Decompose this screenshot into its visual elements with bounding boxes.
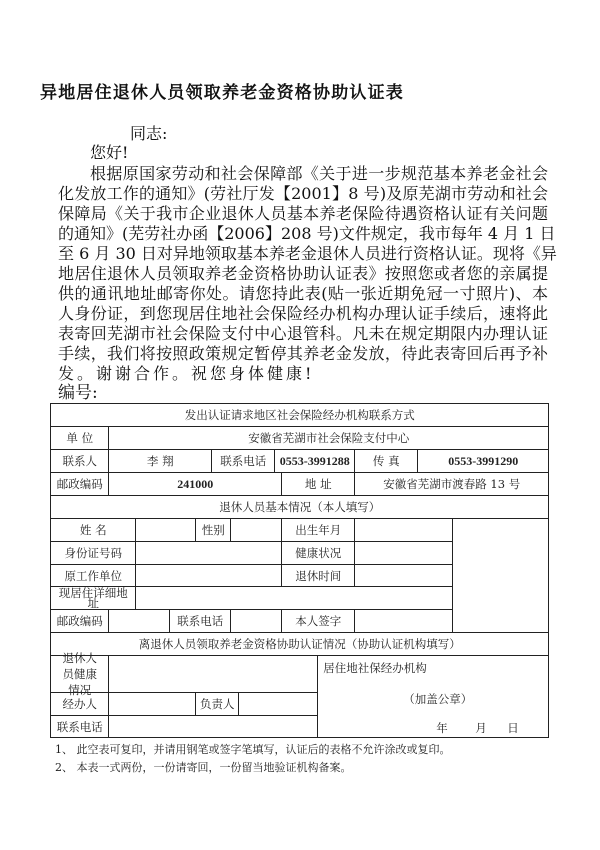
date-month: 月 bbox=[475, 721, 487, 736]
body-line: 保障局《关于我市企业退休人员基本养老保险待遇资格认证有关问题 bbox=[58, 204, 548, 223]
signature-field[interactable] bbox=[354, 609, 453, 633]
fax-value: 0553-3991290 bbox=[417, 449, 549, 473]
health-status-label: 退休人员健康情况 bbox=[50, 655, 109, 693]
photo-box bbox=[452, 518, 549, 633]
contact-value: 李 翔 bbox=[108, 449, 212, 473]
retire-label: 退休时间 bbox=[281, 564, 355, 587]
phone-value: 0553-3991288 bbox=[274, 449, 355, 473]
birth-field[interactable] bbox=[354, 518, 453, 542]
fax-label: 传 真 bbox=[354, 449, 418, 473]
document-title: 异地居住退休人员领取养老金资格协助认证表 bbox=[40, 83, 404, 103]
name-field[interactable] bbox=[135, 518, 196, 542]
contact-label: 联系人 bbox=[50, 449, 109, 473]
handler-field[interactable] bbox=[108, 692, 196, 716]
body-line: 发。谢谢合作。祝您身体健康! bbox=[58, 364, 315, 383]
body-line: 的通知》(芜劳社办函【2006】208 号)文件规定，我市每年 4 月 1 日 bbox=[58, 224, 556, 243]
health-field[interactable] bbox=[354, 541, 453, 565]
gender-field[interactable] bbox=[230, 518, 282, 542]
phone-label: 联系电话 bbox=[211, 449, 275, 473]
employer-field[interactable] bbox=[135, 564, 282, 587]
supervisor-label: 负责人 bbox=[195, 692, 239, 716]
body-line: 化发放工作的通知》(劳社厅发【2001】8 号)及原芜湖市劳动和社会 bbox=[58, 184, 548, 203]
postcode-value: 241000 bbox=[108, 472, 282, 496]
health-label: 健康状况 bbox=[281, 541, 355, 565]
body-line: 地居住退休人员领取养老金资格协助认证表》按照您或者您的亲属提 bbox=[58, 264, 548, 283]
phone3-label: 联系电话 bbox=[50, 715, 109, 738]
unit-label: 单 位 bbox=[50, 426, 109, 450]
postcode-label: 邮政编码 bbox=[50, 472, 109, 496]
section2-header: 退休人员基本情况（本人填写） bbox=[50, 495, 549, 519]
salutation: 同志: bbox=[130, 124, 168, 143]
footnote: 1、 此空表可复印，并请用钢笔或签字笔填写，认证后的表格不允许涂改或复印。 bbox=[55, 743, 451, 756]
supervisor-field[interactable] bbox=[238, 692, 318, 716]
health-status-field[interactable] bbox=[108, 655, 318, 693]
id-field[interactable] bbox=[135, 541, 282, 565]
body-line: 表寄回芜湖市社会保险支付中心退管科。凡未在规定期限内办理认证 bbox=[58, 324, 548, 343]
id-label: 身份证号码 bbox=[50, 541, 136, 565]
greeting: 您好! bbox=[90, 143, 129, 162]
seal-label: （加盖公章） bbox=[403, 692, 473, 707]
address-label: 地 址 bbox=[281, 472, 355, 496]
phone3-field[interactable] bbox=[108, 715, 318, 738]
body-line: 手续，我们将按照政策规定暂停其养老金发放，待此表寄回后再予补 bbox=[58, 344, 548, 363]
signature-label: 本人签字 bbox=[281, 609, 355, 633]
serial-number-label: 编号: bbox=[58, 383, 98, 403]
phone2-field[interactable] bbox=[230, 609, 282, 633]
gender-label: 性别 bbox=[195, 518, 231, 542]
employer-label: 原工作单位 bbox=[50, 564, 136, 587]
agency-label: 居住地社保经办机构 bbox=[323, 661, 427, 676]
body-line: 人身份证，到您现居住地社会保险经办机构办理认证手续后，速将此 bbox=[58, 304, 548, 323]
date-year: 年 bbox=[436, 721, 448, 736]
birth-label: 出生年月 bbox=[281, 518, 355, 542]
handler-label: 经办人 bbox=[50, 692, 109, 716]
retire-field[interactable] bbox=[354, 564, 453, 587]
postcode2-field[interactable] bbox=[108, 609, 170, 633]
agency-seal-box bbox=[317, 655, 549, 738]
section3-header: 离退休人员领取养老金资格协助认证情况（协助认证机构填写） bbox=[50, 632, 549, 656]
name-label: 姓 名 bbox=[50, 518, 136, 542]
body-line: 供的通讯地址邮寄你处。请您持此表(贴一张近期免冠一寸照片)、本 bbox=[58, 284, 548, 303]
section1-header: 发出认证请求地区社会保险经办机构联系方式 bbox=[50, 403, 549, 427]
footnote: 2、 本表一式两份，一份请寄回，一份留当地验证机构备案。 bbox=[55, 761, 352, 774]
body-line: 根据原国家劳动和社会保障部《关于进一步规范基本养老金社会 bbox=[90, 164, 548, 183]
body-line: 至 6 月 30 日对异地领取基本养老金退休人员进行资格认证。现将《异 bbox=[58, 244, 557, 263]
residence-field[interactable] bbox=[135, 586, 453, 610]
date-day: 日 bbox=[507, 721, 519, 736]
postcode2-label: 邮政编码 bbox=[50, 609, 109, 633]
residence-label: 现居住详细地址 bbox=[50, 586, 136, 610]
phone2-label: 联系电话 bbox=[169, 609, 231, 633]
address-value: 安徽省芜湖市渡春路 13 号 bbox=[354, 472, 549, 496]
unit-value: 安徽省芜湖市社会保险支付中心 bbox=[108, 426, 549, 450]
